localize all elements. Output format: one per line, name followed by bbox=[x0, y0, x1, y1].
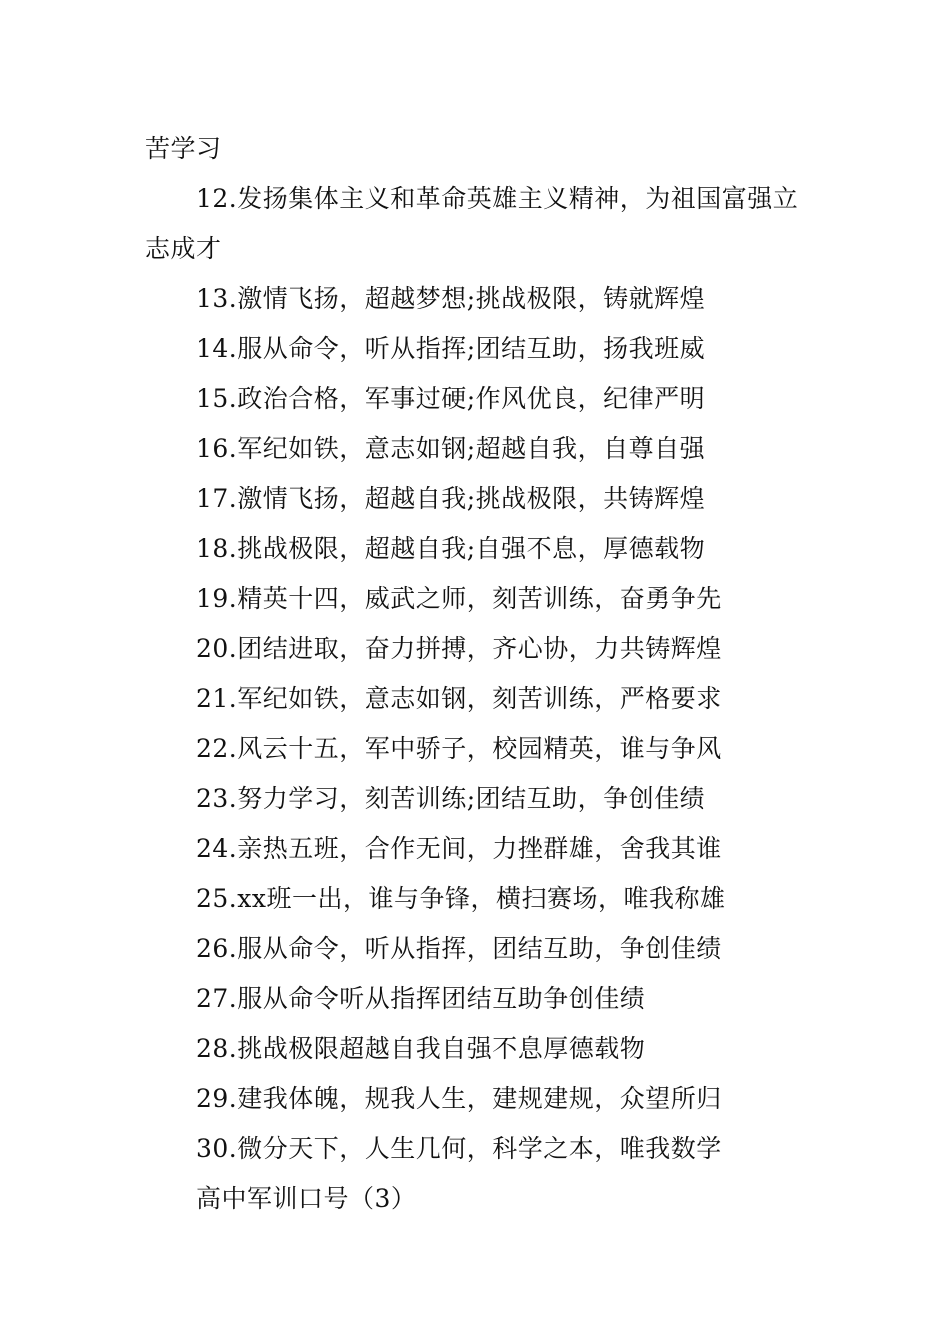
text-line: 29.建我体魄，规我人生，建规建规，众望所归 bbox=[196, 1084, 722, 1113]
text-line: 28.挑战极限超越自我自强不息厚德载物 bbox=[196, 1034, 646, 1063]
text-line: 26.服从命令，听从指挥，团结互助，争创佳绩 bbox=[196, 934, 722, 963]
text-line: 15.政治合格，军事过硬;作风优良，纪律严明 bbox=[196, 384, 706, 413]
text-line: 24.亲热五班，合作无间，力挫群雄，舍我其谁 bbox=[196, 834, 722, 863]
text-line: 18.挑战极限，超越自我;自强不息，厚德载物 bbox=[196, 534, 706, 563]
text-line: 20.团结进取，奋力拼搏，齐心协，力共铸辉煌 bbox=[196, 634, 722, 663]
text-line: 16.军纪如铁，意志如钢;超越自我，自尊自强 bbox=[196, 434, 706, 463]
text-line: 27.服从命令听从指挥团结互助争创佳绩 bbox=[196, 984, 646, 1013]
text-line: 苦学习 bbox=[145, 134, 222, 163]
text-line: 12.发扬集体主义和革命英雄主义精神，为祖国富强立 bbox=[196, 184, 799, 213]
text-line: 21.军纪如铁，意志如钢，刻苦训练，严格要求 bbox=[196, 684, 722, 713]
text-line: 25.xx班一出，谁与争锋，横扫赛场，唯我称雄 bbox=[196, 884, 726, 913]
text-line: 19.精英十四，威武之师，刻苦训练，奋勇争先 bbox=[196, 584, 722, 613]
text-line: 17.激情飞扬，超越自我;挑战极限，共铸辉煌 bbox=[196, 484, 706, 513]
section-heading: 高中军训口号（3） bbox=[196, 1184, 417, 1213]
text-line: 22.风云十五，军中骄子，校园精英，谁与争风 bbox=[196, 734, 722, 763]
text-line: 志成才 bbox=[145, 234, 222, 263]
text-line: 14.服从命令，听从指挥;团结互助，扬我班威 bbox=[196, 334, 706, 363]
text-line: 30.微分天下，人生几何，科学之本，唯我数学 bbox=[196, 1134, 722, 1163]
text-line: 23.努力学习，刻苦训练;团结互助，争创佳绩 bbox=[196, 784, 706, 813]
text-line: 13.激情飞扬，超越梦想;挑战极限，铸就辉煌 bbox=[196, 284, 706, 313]
